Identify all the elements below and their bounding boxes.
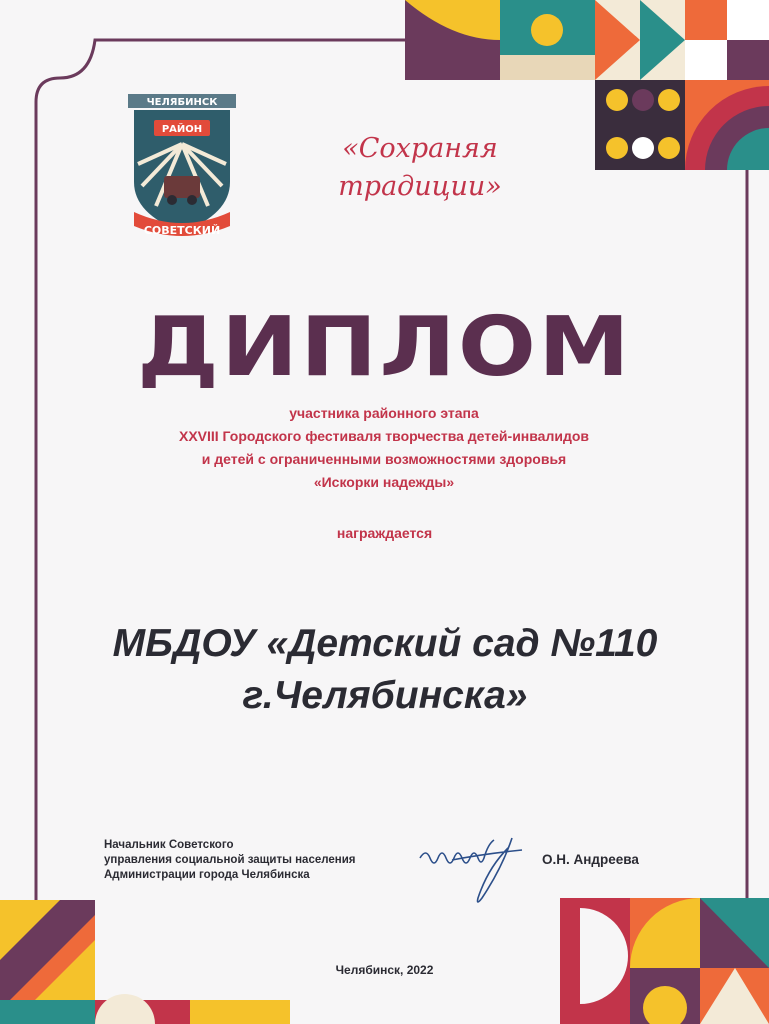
handwritten-signature [412,818,552,908]
recipient-name [40,618,730,722]
signatory-name: О.Н. Андреева [542,852,639,867]
svg-text:РАЙОН: РАЙОН [161,124,203,135]
bottom-left-mosaic [0,900,290,1024]
position-line-2: управления социальной защиты населения [104,854,356,866]
subtitle-line-1: участника районного этапа [289,405,479,421]
slogan [320,130,520,206]
subtitle-line-2: XXVIII Городского фестиваля творчества детей-инвалидов [178,428,590,444]
position-line-3: Администрации города Челябинска [104,869,310,881]
subtitle-line-4: «Искорки надежды» [313,474,455,490]
diploma-subtitle [60,402,708,494]
slogan-line-2: традиции» [338,171,502,202]
signatory-position [104,838,356,883]
recipient-line-1: МБДОУ «Детский сад №110 [112,622,658,665]
recipient-line-2: г.Челябинска» [242,674,528,717]
slogan-line-1: «Сохраняя [342,133,498,164]
svg-text:СОВЕТСКИЙ: СОВЕТСКИЙ [143,224,221,237]
position-line-1: Начальник Советского [104,839,234,851]
diploma-title: ДИПЛОМ [137,300,632,395]
subtitle-line-3: и детей с ограниченными возможностями здоровья [201,451,567,467]
bottom-right-mosaic [560,898,769,1024]
city-year: Челябинск, 2022 [335,963,434,977]
awarded-label: награждается [336,525,433,541]
svg-text:ЧЕЛЯБИНСК: ЧЕЛЯБИНСК [146,97,218,108]
district-emblem [128,94,236,242]
